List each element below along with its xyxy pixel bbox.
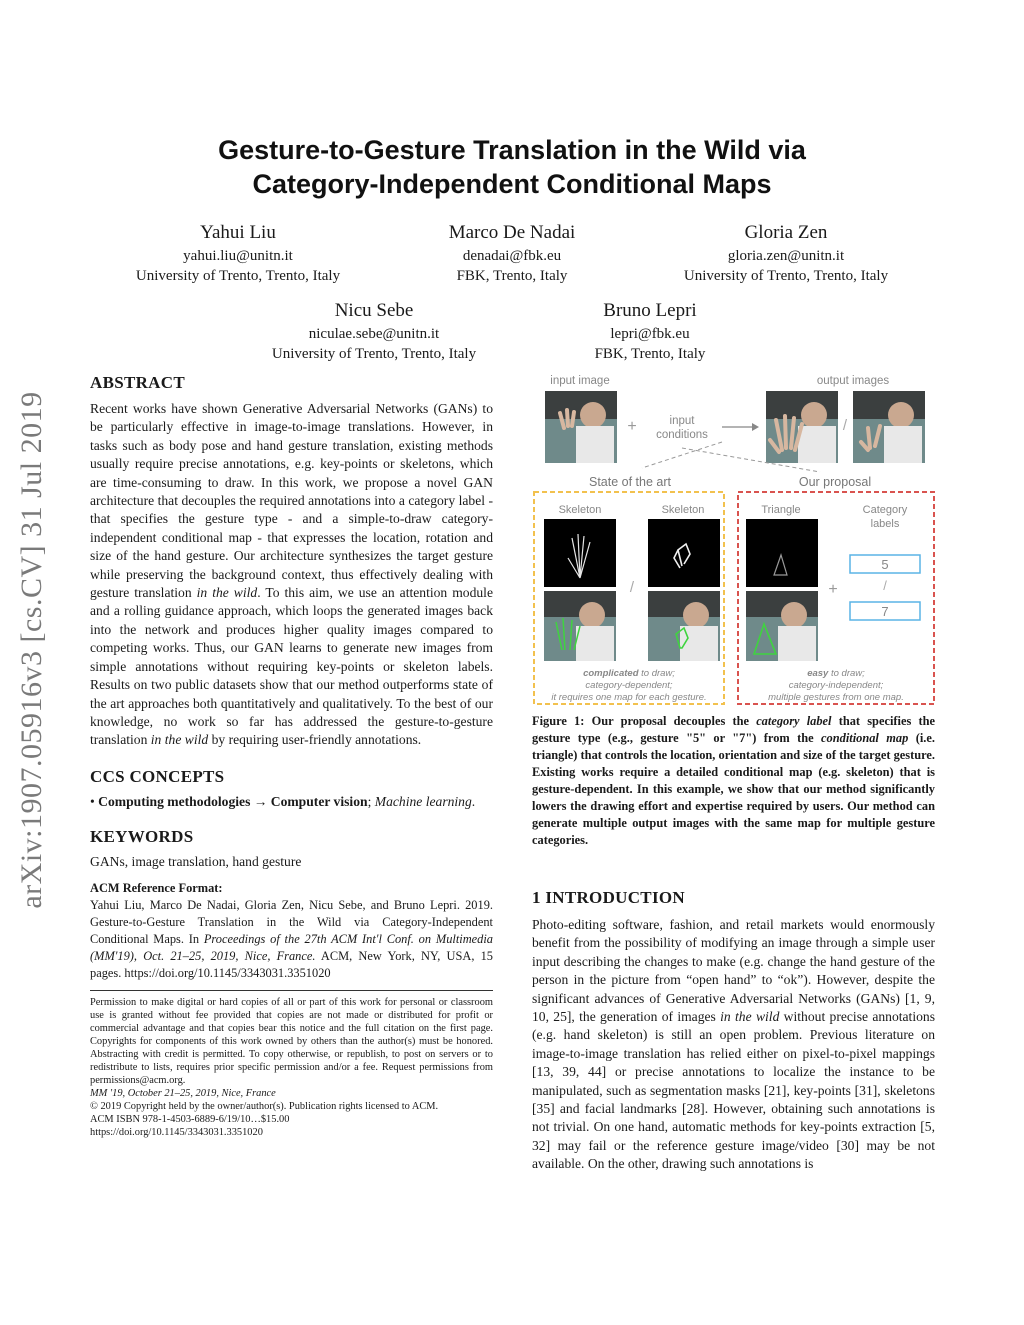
introduction-heading: 1 INTRODUCTION <box>532 888 685 907</box>
output-images-label: output images <box>816 375 890 387</box>
slash-separator: / <box>883 578 887 593</box>
author-block <box>88 220 388 286</box>
left-note-part: to draw; <box>638 668 675 679</box>
left-note <box>583 668 675 679</box>
acm-reference-part: ACM, New York, NY, USA, 15 pages. https://doi.org/10.1145/3343031.3351020 <box>90 948 493 980</box>
abstract-part: . To this aim, we use an attention module and a rolling guidance approach, which loops the generated images back into the network and produces higher quality images compared to competing works. Thus, our GAN learns to generate new images from simple annotations without requiring key-points or skeleton labels. Results on two public datasets show that our method outperforms state of the art approaches both quantitatively and qualitatively. To the best of our knowledge, no work so far has addressed the gesture-to-gesture translation <box>90 585 493 748</box>
skeleton-overlay-photo <box>648 591 720 661</box>
isbn-text: ACM ISBN 978-1-4503-6889-6/19/10…$15.00 <box>90 1113 290 1125</box>
right-note-emphasis: easy <box>807 668 829 679</box>
author-affiliation: University of Trento, Trento, Italy <box>271 346 477 362</box>
abstract-part: Recent works have shown Generative Adversarial Networks (GANs) to be particularly effective in image-to-image translations. However, in tasks such as body pose and hand gesture translation, existing methods usually require precise annotations, e.g. key-points or skeletons, which are time-consuming to draw. In this work, we propose a novel GAN architecture that decouples the required annotations into a category label - that specifies the gesture type - and a simple-to-draw category-independent conditional map - that expresses the location, rotation and size of the hand gesture. Our architecture synthesizes the target gesture while preserving the background context, thus effectively dealing with gesture translation <box>90 401 493 601</box>
our-proposal-label: Our proposal <box>798 475 872 489</box>
arrow-icon <box>722 423 759 431</box>
ccs-end: . <box>471 793 476 809</box>
left-note-emphasis: complicated <box>583 668 639 679</box>
arxiv-stamp <box>10 360 54 940</box>
category-labels-label: Category <box>862 504 908 516</box>
introduction-text <box>532 916 935 1174</box>
abstract-heading: ABSTRACT <box>90 373 185 392</box>
abstract-emphasis: in the wild <box>150 732 209 748</box>
author-email: gloria.zen@unitn.it <box>727 248 845 264</box>
skeleton-map <box>648 519 720 587</box>
right-note-line: multiple gestures from one map. <box>768 692 904 703</box>
output-photo <box>853 391 925 463</box>
permission-block <box>90 990 493 1139</box>
abstract-text <box>90 400 493 750</box>
arxiv-id: arXiv:1907.05916v3 [cs.CV] 31 Jul 2019 <box>15 391 48 909</box>
author-affiliation: University of Trento, Trento, Italy <box>683 268 889 284</box>
triangle-map <box>746 519 818 587</box>
left-column <box>90 373 493 1139</box>
keywords-heading: KEYWORDS <box>90 827 194 847</box>
plus-sign: + <box>828 581 838 598</box>
left-note-line: it requires one map for each gesture. <box>551 692 707 703</box>
abstract-emphasis: in the wild <box>196 585 258 601</box>
ccs-separator: ; <box>367 793 375 809</box>
state-of-the-art-label: State of the art <box>589 475 671 489</box>
ccs-concept: Computing methodologies → Computer vision <box>98 793 368 809</box>
skeleton-overlay-photo <box>544 591 616 661</box>
permission-text: Permission to make digital or hard copies of all or part of this work for personal or classroom use is granted without fee provided that copies are not made or distributed for profit or commercial advantage and that copies bear this notice and the full citation on the first page. Copyrights for components of this work owned by others than the author(s) must be honored. Abstracting with credit is permitted. To copy otherwise, or republish, to post on servers or to redistribute to lists, requires prior specific permission and/or a fee. Request permissions from permissions@acm.org. <box>90 996 493 1086</box>
right-note <box>807 668 865 679</box>
copyright-text: © 2019 Copyright held by the owner/author(s). Publication rights licensed to ACM. <box>90 1100 439 1112</box>
ccs-text <box>90 793 493 811</box>
author-block <box>224 298 524 364</box>
author-name: Bruno Lepri <box>603 300 697 321</box>
ccs-heading: CCS CONCEPTS <box>90 766 225 786</box>
author-email: denadai@fbk.eu <box>462 248 562 264</box>
author-affiliation: FBK, Trento, Italy <box>456 268 568 284</box>
title-line-2: Category-Independent Conditional Maps <box>252 169 772 199</box>
intro-emphasis: in the wild <box>720 1009 780 1025</box>
author-affiliation: FBK, Trento, Italy <box>594 346 706 362</box>
paper-title <box>112 133 912 201</box>
author-email: niculae.sebe@unitn.it <box>308 326 440 342</box>
author-block <box>636 220 936 286</box>
author-name: Gloria Zen <box>744 222 828 243</box>
plus-sign: + <box>627 418 637 435</box>
skeleton-label: Skeleton <box>661 504 705 516</box>
caption-part: Figure 1: Our proposal decouples the <box>532 714 757 728</box>
slash-separator: / <box>842 417 848 434</box>
skeleton-label: Skeleton <box>558 504 602 516</box>
introduction-section <box>532 888 935 1174</box>
acm-reference-part: Yahui Liu, Marco De Nadai, Gloria Zen, Nicu Sebe, and Bruno Lepri. 2019. Gesture-to-Gesture Translation in the Wild via Category-Independent Conditional Maps. In <box>90 897 493 946</box>
right-note-part: to draw; <box>828 668 865 679</box>
conference-info: MM '19, October 21–25, 2019, Nice, France <box>90 1087 276 1099</box>
category-label-5: 5 <box>881 557 889 572</box>
connector-line <box>642 442 722 468</box>
right-note-line: category-independent; <box>788 680 884 691</box>
input-conditions-label: input <box>669 415 695 427</box>
figure-1 <box>530 368 940 708</box>
figure-caption <box>532 713 935 849</box>
author-block <box>392 220 632 286</box>
author-email: yahui.liu@unitn.it <box>183 248 293 264</box>
ccs-concept-rest: Machine learning <box>374 793 472 809</box>
author-affiliation: University of Trento, Trento, Italy <box>135 268 341 284</box>
category-label-7: 7 <box>881 604 889 619</box>
output-photo <box>766 391 838 463</box>
author-email: lepri@fbk.eu <box>610 326 690 342</box>
slash-separator: / <box>629 579 635 596</box>
title-line-1: Gesture-to-Gesture Translation in the Wild via <box>218 135 806 165</box>
keywords-text: GANs, image translation, hand gesture <box>90 854 302 870</box>
acm-reference-venue: Proceedings of the 27th ACM Int'l Conf. on Multimedia (MM'19), Oct. 21–25, 2019, Nice, France. <box>90 931 493 963</box>
ccs-bullet: • <box>90 793 95 809</box>
input-image-label: input image <box>550 375 610 387</box>
caption-part: that specifies the gesture type (e.g., gesture "5" or "7") from the <box>532 714 935 745</box>
skeleton-map <box>544 519 616 587</box>
author-block <box>530 298 770 364</box>
author-name: Yahui Liu <box>200 222 276 243</box>
triangle-overlay-photo <box>746 591 818 661</box>
caption-emphasis: conditional map <box>821 731 909 745</box>
abstract-part: by requiring user-friendly annotations. <box>208 732 422 748</box>
input-conditions-label: conditions <box>656 429 708 441</box>
intro-part: Photo-editing software, fashion, and retail markets would enormously benefit from the possibility of modifying an image through a simple user input describing the changes to make (e.g. change the hand gesture of the person in the picture from “open hand” to “ok”). However, despite the significant advances of Generative Adversarial Networks (GANs) [1, 9, 10, 25], the generation of images <box>532 917 935 1025</box>
category-labels-label: labels <box>870 518 900 530</box>
acm-reference-text <box>90 897 493 982</box>
author-name: Marco De Nadai <box>448 222 576 243</box>
intro-part: without precise annotations (e.g. hand skeleton) is still an open problem. Previous literature on image-to-image translation has relied either on pixel-to-pixel mappings [13, 39, 44] or precise annotations to localize the instance to be manipulated, such as segmentation masks [21], key-points [31], skeletons [35] and facial landmarks [28]. However, obtaining such annotations is not trivial. On one hand, automatic methods for key-points extraction [5, 32] may fail or the reference gesture image/video [30] may be not available. On the other, drawing such annotations is <box>532 1009 935 1172</box>
left-note-line: category-dependent; <box>585 680 673 691</box>
input-photo <box>545 391 617 463</box>
caption-part: (i.e. triangle) that controls the location, orientation and size of the target gesture. Existing works require a detailed conditional map (e.g. skeleton) that is gesture-dependent. In this example, we show that our method significantly lowers the drawing effort and expertise required by users. Our method can generate multiple output images with the same map for multiple gesture categories. <box>532 731 935 847</box>
acm-reference-heading: ACM Reference Format: <box>90 880 223 895</box>
doi-link[interactable]: https://doi.org/10.1145/3343031.3351020 <box>90 1126 263 1138</box>
triangle-label: Triangle <box>761 504 801 516</box>
author-name: Nicu Sebe <box>334 300 414 321</box>
caption-emphasis: category label <box>756 714 832 728</box>
